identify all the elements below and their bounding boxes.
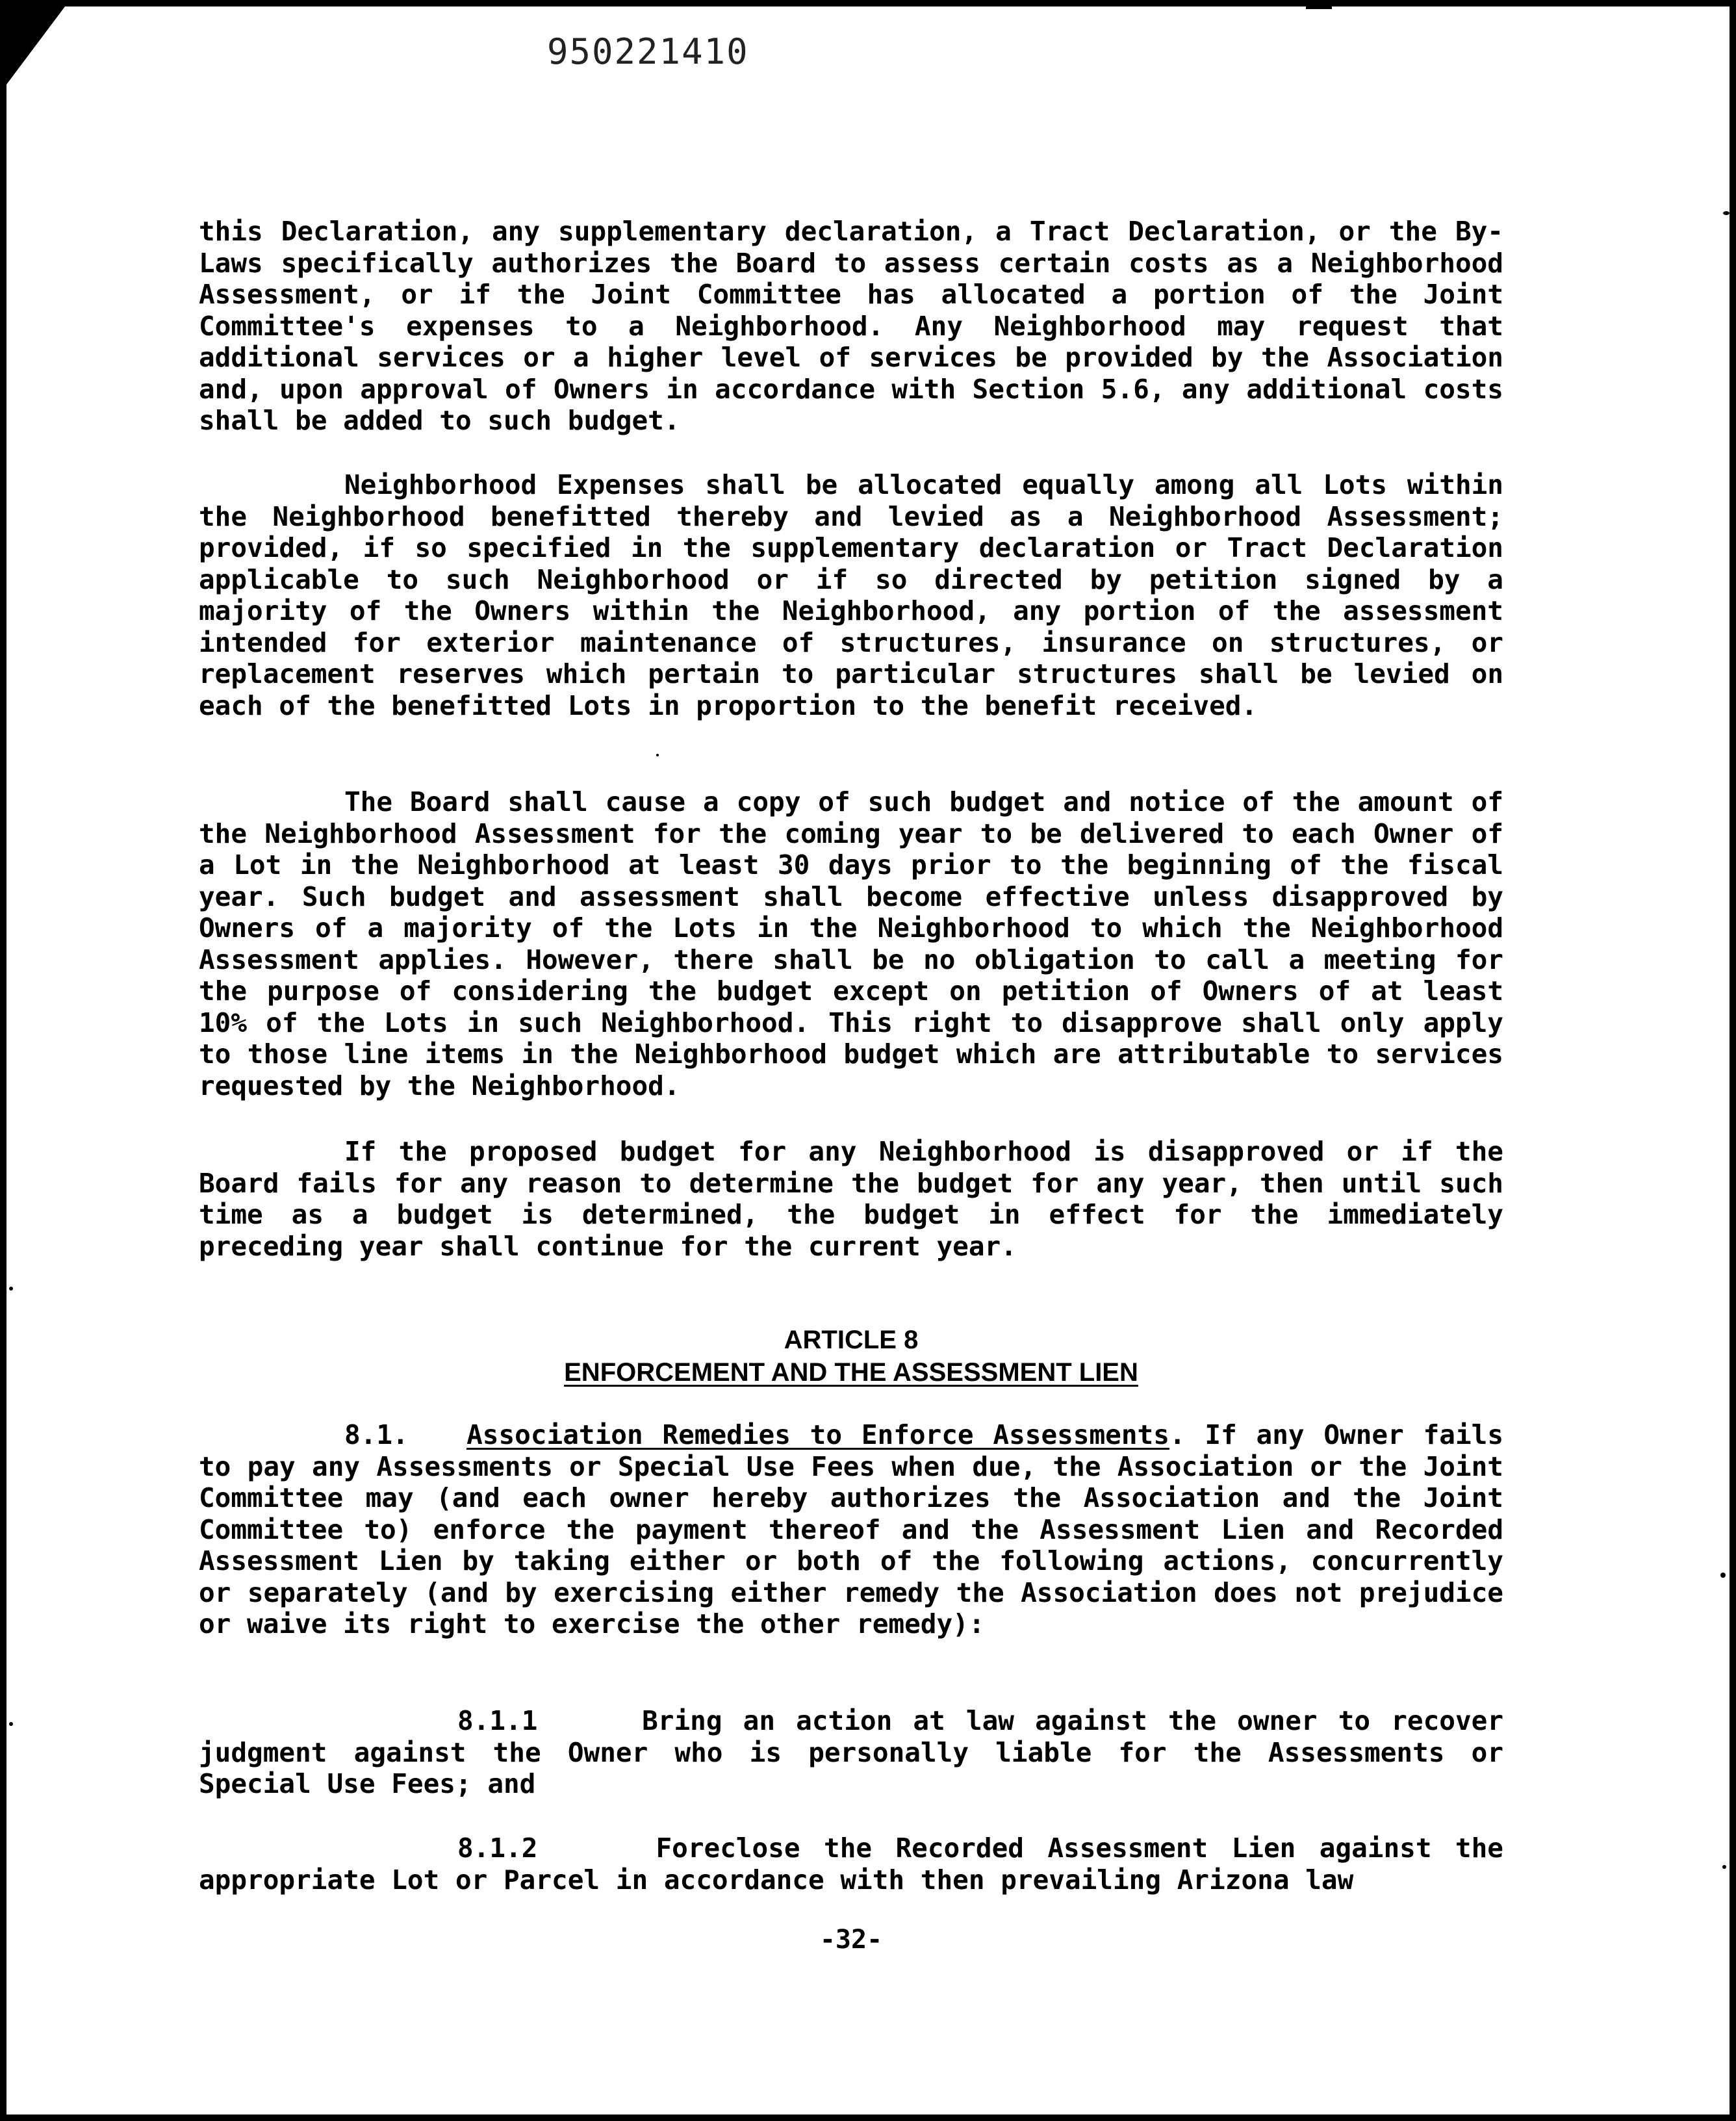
section-8-1-2: [199, 1832, 1503, 1896]
section-8-1-2-paragraph: [199, 1832, 1503, 1896]
section-8-1: [199, 1419, 1503, 1640]
scan-speck: [9, 1722, 13, 1726]
section-8-1-1-number: 8.1.1: [457, 1705, 538, 1736]
paragraph-1-text: this Declaration, any supplementary declaration, a Tract Declaration, or the By-Laws specifically authorizes the Board to assess certain costs as a Neighborhood Assessment, or if the Joint Committee has allocated a portion of the Joint Committee's expenses to a Neighborhood. Any Neighborhood may request that additional services or a higher level of services be provided by the Association and, upon approval of Owners in accordance with Section 5.6, any additional costs shall be added to such budget.: [199, 216, 1503, 436]
folded-corner: [6, 6, 65, 84]
paragraph-3-text: The Board shall cause a copy of such budget and notice of the amount of the Neighborhood Assessment for the coming year to be delivered to each Owner of a Lot in the Neighborhood at least 30 days prior to the beginning of the fiscal year. Such budget and assessment shall become effective unless disapproved by Owners of a majority of the Lots in the Neighborhood to which the Neighborhood Assessment applies. However, there shall be no obligation to call a meeting for the purpose of considering the budget except on petition of Owners of at least 10% of the Lots in such Neighborhood. This right to disapprove shall only apply to those line items in the Neighborhood budget which are attributable to services requested by the Neighborhood.: [199, 786, 1503, 1101]
paragraph-3: [199, 786, 1503, 1101]
scan-speck: [1723, 211, 1730, 215]
section-8-1-heading: Association Remedies to Enforce Assessments: [466, 1419, 1169, 1450]
scan-speck: [9, 1287, 13, 1291]
page-number: -32-: [819, 1925, 883, 1955]
section-8-1-text: If any Owner fails to pay any Assessments or Special Use Fees when due, the Association or the Joint Committee may (and each owner hereby authorizes the Association and the Joint Committee to) enforce the payment thereof and the Assessment Lien and Recorded Assessment Lien by taking either or both of the following actions, concurrently or separately (and by exercising either remedy the Association does not prejudice or waive its right to exercise the other remedy):: [199, 1419, 1503, 1639]
scan-edge-mark: [1306, 6, 1332, 9]
scan-speck: [1722, 1865, 1726, 1869]
paragraph-4-text: If the proposed budget for any Neighborhood is disapproved or if the Board fails for any reason to determine the budget for any year, then until such time as a budget is determined, the budget in effect for the immediately preceding year shall continue for the current year.: [199, 1136, 1503, 1262]
article-number: ARTICLE 8: [784, 1326, 919, 1354]
section-8-1-heading-suffix: .: [1169, 1419, 1186, 1450]
section-8-1-paragraph: [199, 1419, 1503, 1640]
scan-speck: [656, 754, 659, 756]
section-8-1-1-text: Bring an action at law against the owner to recover judgment against the Owner who is personally liable for the Assessments or Special Use Fees; and: [199, 1705, 1504, 1799]
document-page: [6, 6, 1730, 2115]
section-8-1-number: 8.1.: [344, 1419, 409, 1450]
paragraph-2: [199, 469, 1503, 721]
paragraph-1: [199, 216, 1503, 437]
section-8-1-1: [199, 1705, 1503, 1800]
paragraph-2-text: Neighborhood Expenses shall be allocated equally among all Lots within the Neighborhood benefitted thereby and levied as a Neighborhood Assessment; provided, if so specified in the supplementary declaration or Tract Declaration applicable to such Neighborhood or if so directed by petition signed by a majority of the Owners within the Neighborhood, any portion of the assessment intended for exterior maintenance of structures, insurance on structures, or replacement reserves which pertain to particular structures shall be levied on each of the benefitted Lots in proportion to the benefit received.: [199, 469, 1503, 721]
paragraph-4: [199, 1136, 1503, 1262]
section-8-1-2-number: 8.1.2: [457, 1832, 538, 1864]
section-8-1-2-text: Foreclose the Recorded Assessment Lien against the appropriate Lot or Parcel in accordance with then prevailing Arizona law: [199, 1832, 1503, 1896]
scan-speck: [1720, 1573, 1726, 1578]
article-title: ENFORCEMENT AND THE ASSESSMENT LIEN: [564, 1358, 1138, 1387]
section-8-1-1-paragraph: [199, 1705, 1503, 1800]
document-number: 950221410: [547, 31, 749, 72]
